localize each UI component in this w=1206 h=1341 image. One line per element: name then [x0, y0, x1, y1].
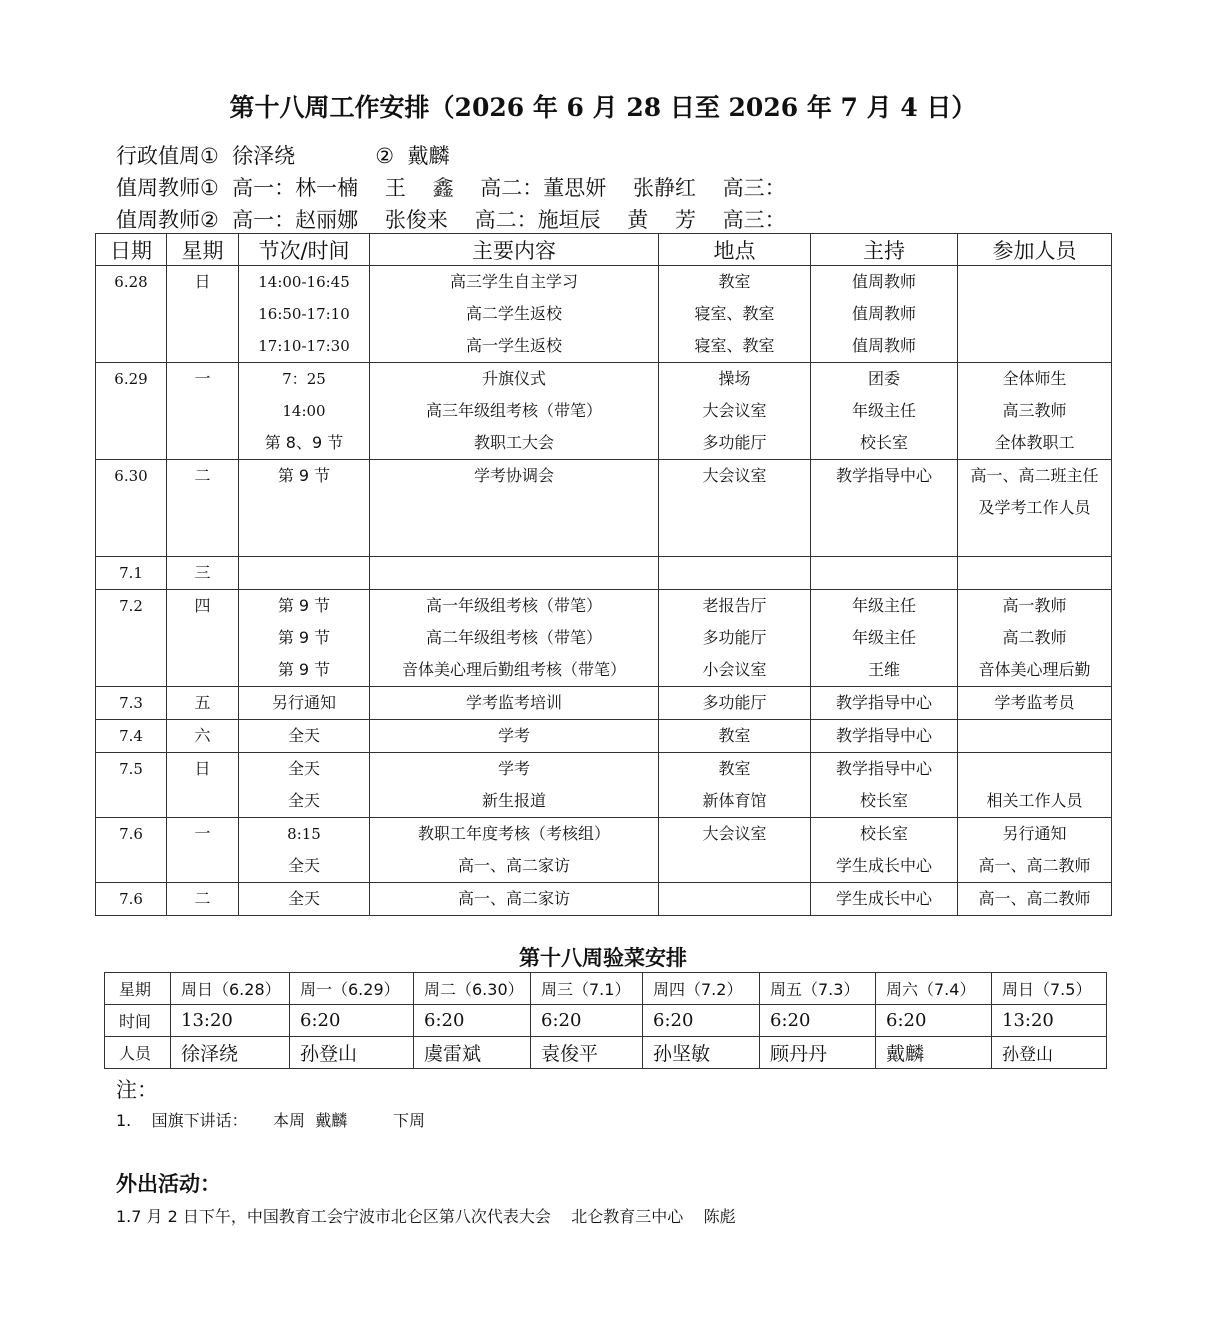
time-line: 第 8、9 节	[264, 433, 344, 452]
cell-host	[811, 266, 958, 363]
cell-place	[659, 590, 811, 687]
schedule-row	[96, 363, 1112, 460]
cell-host	[811, 557, 958, 590]
date-text: 6.29	[114, 370, 148, 388]
time-line	[239, 524, 369, 556]
cell-weekday	[167, 687, 239, 720]
attendees-line	[958, 330, 1111, 362]
cell-date	[96, 590, 167, 687]
place-line: 教室	[718, 272, 751, 291]
weekday-text: 六	[194, 726, 211, 745]
cell-date	[96, 883, 167, 916]
attendees-line: 音体美心理后勤	[978, 660, 1091, 679]
cell-content	[370, 266, 659, 363]
header-weekday: 星期	[167, 234, 239, 266]
time-line: 17:10-17:30	[258, 337, 350, 355]
content-line: 高一学生返校	[465, 336, 562, 355]
weekday-text: 一	[194, 824, 211, 843]
host-line: 学生成长中心	[835, 889, 932, 908]
attendees-line	[958, 266, 1111, 298]
cell-weekday	[167, 883, 239, 916]
cell-date	[96, 720, 167, 753]
duty-teachers-2-line: 值周教师② 高一：赵丽娜 张俊来 高二：施垣辰 黄 芳 高三：	[116, 208, 786, 232]
veg-time-cell: 6:20	[531, 1005, 643, 1037]
cell-content	[370, 720, 659, 753]
attendees-line: 另行通知	[1002, 824, 1067, 843]
place-line: 大会议室	[702, 401, 767, 420]
veg-inspection-title: 第十八周验菜安排	[519, 946, 687, 970]
cell-time	[239, 363, 370, 460]
time-line: 8:15	[287, 825, 321, 843]
place-line: 大会议室	[702, 466, 767, 485]
attendees-line	[958, 298, 1111, 330]
cell-attendees	[958, 460, 1112, 557]
veg-label-person: 人员	[105, 1037, 171, 1069]
cell-weekday	[167, 753, 239, 818]
veg-person-cell: 孙登山	[992, 1037, 1107, 1069]
header-attendees: 参加人员	[958, 234, 1112, 266]
cell-host	[811, 363, 958, 460]
weekday-text: 五	[194, 693, 211, 712]
activities-heading: 外出活动：	[116, 1172, 221, 1196]
weekday-text: 一	[194, 369, 211, 388]
place-line	[659, 883, 810, 915]
veg-time-cell: 6:20	[643, 1005, 760, 1037]
place-line: 教室	[718, 759, 751, 778]
duty-teachers-1-line: 值周教师① 高一：林一楠 王 鑫 高二：董思妍 张静红 高三：	[116, 176, 786, 200]
cell-time	[239, 818, 370, 883]
place-line: 新体育馆	[702, 791, 767, 810]
content-line: 学考	[497, 759, 530, 778]
cell-content	[370, 883, 659, 916]
content-line: 高三学生自主学习	[449, 272, 578, 291]
cell-host	[811, 753, 958, 818]
host-line: 校长室	[859, 791, 908, 810]
cell-weekday	[167, 818, 239, 883]
host-line	[811, 524, 957, 556]
header-place: 地点	[659, 234, 811, 266]
content-line	[370, 524, 658, 556]
place-line	[659, 850, 810, 882]
time-line: 16:50-17:10	[258, 305, 350, 323]
cell-host	[811, 883, 958, 916]
host-line: 团委	[867, 369, 900, 388]
place-line: 寝室、教室	[694, 304, 775, 323]
content-line: 教职工大会	[473, 433, 554, 452]
veg-person-cell: 顾丹丹	[760, 1037, 876, 1069]
content-line: 学考	[497, 726, 530, 745]
time-line: 全天	[287, 856, 320, 875]
time-line: 全天	[287, 759, 320, 778]
time-line: 14:00	[282, 402, 326, 420]
veg-day-cell: 周四（7.2）	[643, 973, 760, 1005]
place-line: 多功能厅	[702, 628, 767, 647]
cell-time	[239, 557, 370, 590]
cell-attendees	[958, 720, 1112, 753]
veg-person-cell: 袁俊平	[531, 1037, 643, 1069]
host-line	[811, 492, 957, 524]
veg-day-cell: 周三（7.1）	[531, 973, 643, 1005]
host-line: 年级主任	[851, 628, 916, 647]
cell-weekday	[167, 720, 239, 753]
weekday-text: 二	[194, 889, 211, 908]
veg-time-cell: 6:20	[876, 1005, 992, 1037]
veg-time-cell: 6:20	[290, 1005, 414, 1037]
date-text: 7.4	[119, 727, 143, 745]
attendees-line: 学考监考员	[994, 693, 1075, 712]
veg-inspection-table	[104, 972, 1107, 1069]
cell-time	[239, 720, 370, 753]
attendees-line: 高三教师	[1002, 401, 1067, 420]
place-line	[659, 557, 810, 589]
cell-time	[239, 753, 370, 818]
cell-attendees	[958, 590, 1112, 687]
host-line: 教学指导中心	[835, 726, 932, 745]
attendees-line: 全体教职工	[994, 433, 1075, 452]
host-line: 年级主任	[851, 401, 916, 420]
date-text: 6.28	[114, 273, 148, 291]
cell-place	[659, 818, 811, 883]
schedule-table	[95, 233, 1112, 916]
attendees-line: 高一教师	[1002, 596, 1067, 615]
veg-time-cell: 6:20	[414, 1005, 531, 1037]
content-line	[370, 492, 658, 524]
cell-place	[659, 720, 811, 753]
content-line: 高一、高二家访	[457, 856, 570, 875]
attendees-line: 高一、高二教师	[978, 889, 1091, 908]
veg-person-cell: 孙坚敏	[643, 1037, 760, 1069]
cell-content	[370, 460, 659, 557]
cell-place	[659, 460, 811, 557]
place-line: 教室	[718, 726, 751, 745]
schedule-row	[96, 753, 1112, 818]
time-line	[239, 557, 369, 589]
attendees-line: 相关工作人员	[986, 791, 1083, 810]
cell-date	[96, 818, 167, 883]
veg-day-cell: 周五（7.3）	[760, 973, 876, 1005]
veg-time-cell: 13:20	[992, 1005, 1107, 1037]
header-date: 日期	[96, 234, 167, 266]
content-line: 音体美心理后勤组考核（带笔）	[401, 660, 626, 679]
schedule-row	[96, 818, 1112, 883]
cell-date	[96, 363, 167, 460]
cell-content	[370, 818, 659, 883]
place-line: 多功能厅	[702, 433, 767, 452]
cell-place	[659, 687, 811, 720]
cell-content	[370, 557, 659, 590]
schedule-row	[96, 687, 1112, 720]
cell-time	[239, 687, 370, 720]
cell-host	[811, 687, 958, 720]
attendees-line	[958, 557, 1111, 589]
attendees-line: 高二教师	[1002, 628, 1067, 647]
place-line: 操场	[718, 369, 751, 388]
veg-days-row	[105, 973, 1107, 1005]
cell-time	[239, 460, 370, 557]
time-line: 第 9 节	[277, 466, 331, 485]
content-line: 学考监考培训	[465, 693, 562, 712]
attendees-line	[958, 753, 1111, 785]
host-line: 校长室	[859, 824, 908, 843]
header-content: 主要内容	[370, 234, 659, 266]
cell-date	[96, 460, 167, 557]
host-line: 学生成长中心	[835, 856, 932, 875]
veg-person-cell: 徐泽绕	[171, 1037, 290, 1069]
time-line	[239, 492, 369, 524]
schedule-row	[96, 720, 1112, 753]
cell-content	[370, 590, 659, 687]
time-line: 全天	[287, 791, 320, 810]
cell-content	[370, 687, 659, 720]
host-line: 王维	[867, 660, 900, 679]
notes-heading: 注：	[116, 1078, 158, 1102]
veg-person-cell: 虞雷斌	[414, 1037, 531, 1069]
content-line: 高一、高二家访	[457, 889, 570, 908]
veg-day-cell: 周一（6.29）	[290, 973, 414, 1005]
cell-place	[659, 363, 811, 460]
attendees-line: 全体师生	[1002, 369, 1067, 388]
time-line: 第 9 节	[277, 596, 331, 615]
veg-day-cell: 周二（6.30）	[414, 973, 531, 1005]
host-line: 值周教师	[851, 336, 916, 355]
attendees-line	[958, 720, 1111, 752]
schedule-row	[96, 883, 1112, 916]
cell-time	[239, 266, 370, 363]
note-item: 1. 国旗下讲话： 本周 戴麟 下周	[116, 1111, 425, 1130]
weekday-text: 四	[194, 596, 211, 615]
veg-times-row	[105, 1005, 1107, 1037]
attendees-line: 高一、高二教师	[978, 856, 1091, 875]
cell-content	[370, 363, 659, 460]
cell-place	[659, 883, 811, 916]
host-line	[811, 557, 957, 589]
activity-item: 1.7 月 2 日下午，中国教育工会宁波市北仑区第八次代表大会 北仑教育三中心 陈彪	[116, 1207, 736, 1226]
host-line: 值周教师	[851, 304, 916, 323]
place-line: 多功能厅	[702, 693, 767, 712]
cell-date	[96, 687, 167, 720]
attendees-line: 高一、高二班主任及学考工作人员	[970, 466, 1099, 517]
place-line	[659, 492, 810, 524]
place-line: 老报告厅	[702, 596, 767, 615]
content-line: 新生报道	[481, 791, 546, 810]
cell-attendees	[958, 557, 1112, 590]
time-line: 全天	[287, 726, 320, 745]
date-text: 7.5	[119, 760, 143, 778]
schedule-header-row	[96, 234, 1112, 266]
cell-time	[239, 590, 370, 687]
veg-person-cell: 孙登山	[290, 1037, 414, 1069]
content-line: 高一年级组考核（带笔）	[425, 596, 602, 615]
cell-weekday	[167, 363, 239, 460]
cell-host	[811, 818, 958, 883]
schedule-row	[96, 460, 1112, 557]
header-host: 主持	[811, 234, 958, 266]
cell-host	[811, 460, 958, 557]
content-line: 高二年级组考核（带笔）	[425, 628, 602, 647]
veg-people-row	[105, 1037, 1107, 1069]
host-line: 教学指导中心	[835, 759, 932, 778]
veg-time-cell: 13:20	[171, 1005, 290, 1037]
cell-host	[811, 590, 958, 687]
cell-content	[370, 753, 659, 818]
cell-attendees	[958, 883, 1112, 916]
date-text: 7.6	[119, 890, 143, 908]
cell-host	[811, 720, 958, 753]
host-line: 年级主任	[851, 596, 916, 615]
cell-weekday	[167, 590, 239, 687]
cell-place	[659, 557, 811, 590]
schedule-row	[96, 557, 1112, 590]
cell-weekday	[167, 557, 239, 590]
cell-place	[659, 266, 811, 363]
schedule-row	[96, 266, 1112, 363]
date-text: 6.30	[114, 467, 148, 485]
date-text: 7.6	[119, 825, 143, 843]
host-line: 教学指导中心	[835, 466, 932, 485]
time-line: 7：25	[282, 370, 326, 388]
veg-day-cell: 周日（7.5）	[992, 973, 1107, 1005]
time-line: 另行通知	[271, 693, 336, 712]
veg-time-cell: 6:20	[760, 1005, 876, 1037]
veg-day-cell: 周六（7.4）	[876, 973, 992, 1005]
time-line: 全天	[287, 889, 320, 908]
cell-attendees	[958, 818, 1112, 883]
time-line: 第 9 节	[277, 628, 331, 647]
cell-attendees	[958, 687, 1112, 720]
date-text: 7.1	[119, 564, 143, 582]
weekday-text: 日	[194, 272, 211, 291]
content-line: 学考协调会	[473, 466, 554, 485]
content-line: 高二学生返校	[465, 304, 562, 323]
cell-weekday	[167, 460, 239, 557]
time-line: 14:00-16:45	[258, 273, 350, 291]
cell-date	[96, 753, 167, 818]
content-line: 升旗仪式	[481, 369, 546, 388]
time-line: 第 9 节	[277, 660, 331, 679]
weekday-text: 二	[194, 466, 211, 485]
place-line: 寝室、教室	[694, 336, 775, 355]
cell-date	[96, 557, 167, 590]
cell-place	[659, 753, 811, 818]
content-line: 教职工年度考核（考核组）	[417, 824, 610, 843]
admin-duty-line: 行政值周① 徐泽绕 ② 戴麟	[116, 144, 450, 168]
cell-attendees	[958, 753, 1112, 818]
host-line: 值周教师	[851, 272, 916, 291]
host-line: 教学指导中心	[835, 693, 932, 712]
cell-time	[239, 883, 370, 916]
weekday-text: 日	[194, 759, 211, 778]
date-text: 7.2	[119, 597, 143, 615]
veg-person-cell: 戴麟	[876, 1037, 992, 1069]
content-line	[370, 557, 658, 589]
header-time: 节次/时间	[239, 234, 370, 266]
veg-day-cell: 周日（6.28）	[171, 973, 290, 1005]
content-line: 高三年级组考核（带笔）	[425, 401, 602, 420]
schedule-row	[96, 590, 1112, 687]
host-line: 校长室	[859, 433, 908, 452]
weekday-text: 三	[194, 563, 211, 582]
cell-weekday	[167, 266, 239, 363]
place-line	[659, 524, 810, 556]
page-title: 第十八周工作安排（2026 年 6 月 28 日至 2026 年 7 月 4 日）	[229, 93, 977, 122]
veg-label-weekday: 星期	[105, 973, 171, 1005]
veg-label-time: 时间	[105, 1005, 171, 1037]
cell-attendees	[958, 363, 1112, 460]
place-line: 小会议室	[702, 660, 767, 679]
cell-attendees	[958, 266, 1112, 363]
cell-date	[96, 266, 167, 363]
date-text: 7.3	[119, 694, 143, 712]
place-line: 大会议室	[702, 824, 767, 843]
